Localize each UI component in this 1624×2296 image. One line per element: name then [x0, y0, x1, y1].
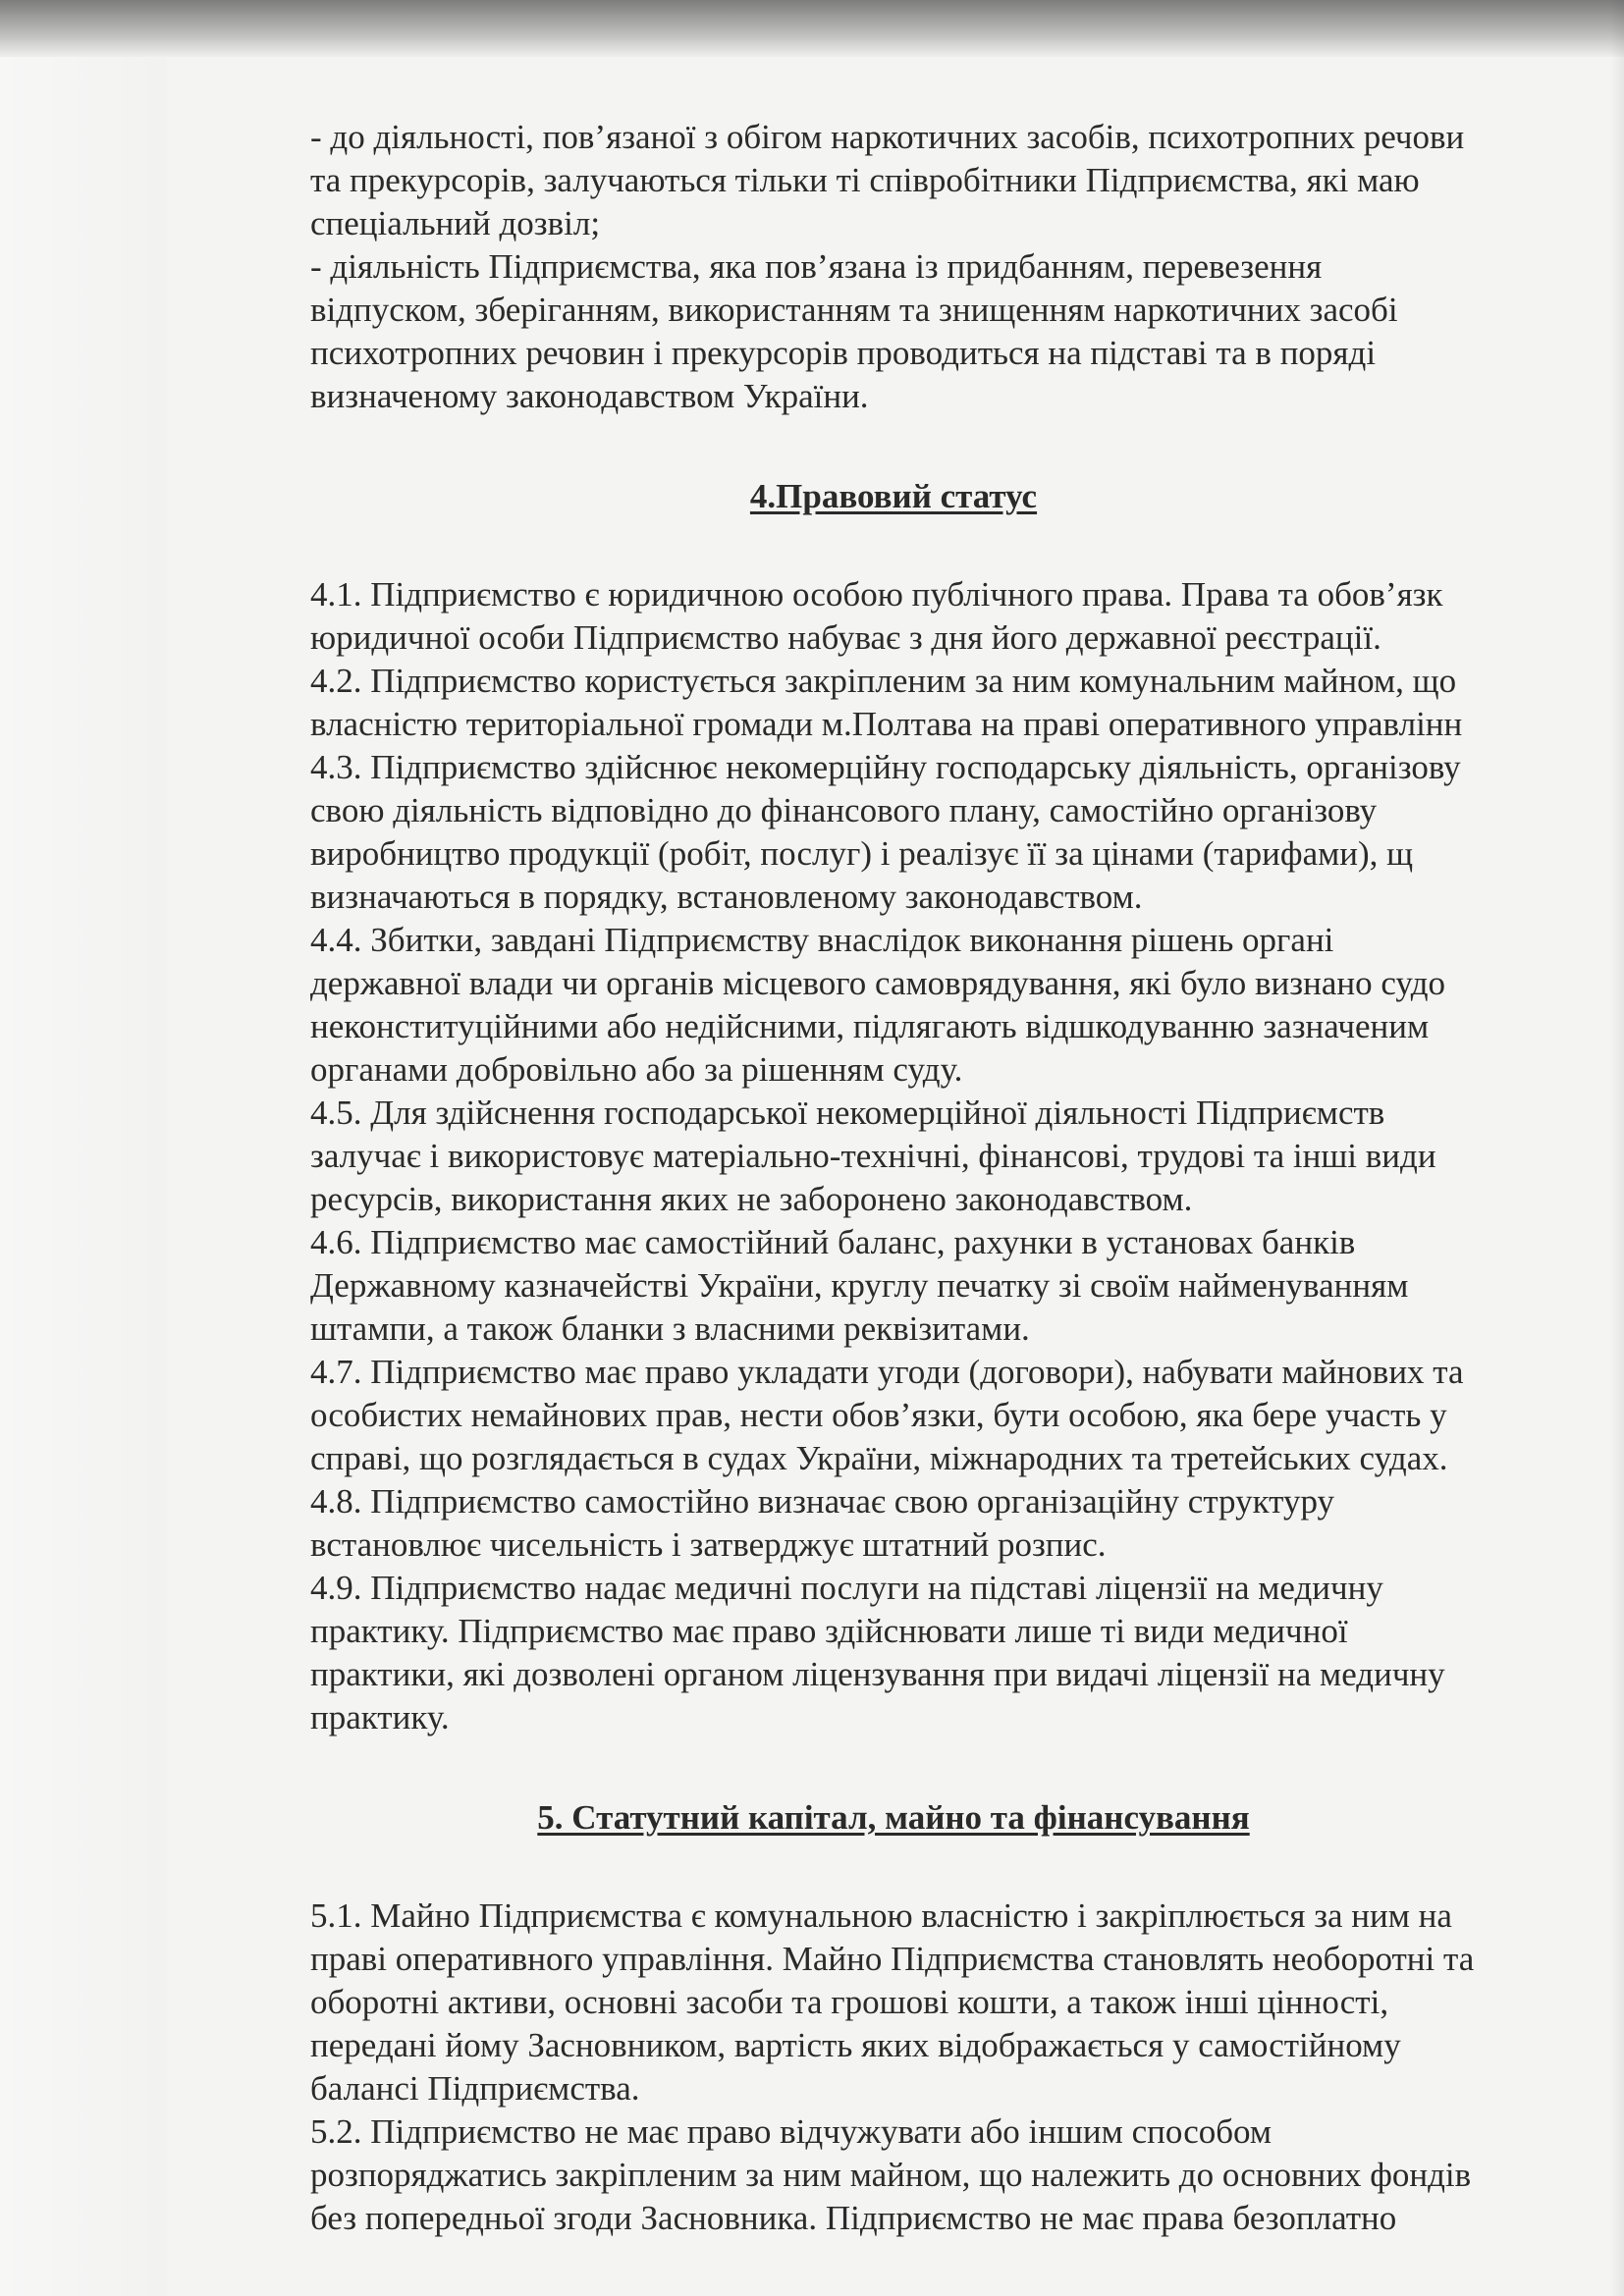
- text-line: практику. Підприємство має право здійснювати лише ті види медичної: [310, 1612, 1348, 1650]
- text-line: 4.8. Підприємство самостійно визначає свою організаційну структуру: [310, 1482, 1334, 1521]
- text-line: праві оперативного управління. Майно Підприємства становлять необоротні та: [310, 1940, 1475, 1978]
- text-line: штампи, а також бланки з власними реквізитами.: [310, 1309, 1030, 1348]
- intro-section: [310, 116, 1624, 418]
- text-line: 4.4. Збитки, завдані Підприємству внаслідок виконання рішень органі: [310, 921, 1334, 959]
- text-line: 4.6. Підприємство має самостійний баланс, рахунки в установах банків: [310, 1223, 1356, 1261]
- text-line: особистих немайнових прав, нести обов’язки, бути особою, яка бере участь у: [310, 1396, 1447, 1434]
- text-line: відпуском, зберіганням, використанням та знищенням наркотичних засобі: [310, 291, 1398, 329]
- text-line: оборотні активи, основні засоби та грошові кошти, а також інші цінності,: [310, 1983, 1389, 2021]
- paragraph: [310, 116, 1624, 245]
- text-line: та прекурсорів, залучаються тільки ті співробітники Підприємства, які маю: [310, 161, 1420, 199]
- text-line: передані йому Засновником, вартість яких відображається у самостійному: [310, 2026, 1401, 2064]
- text-line: органами добровільно або за рішенням суду.: [310, 1050, 963, 1089]
- text-line: - діяльність Підприємства, яка пов’язана із придбанням, перевезення: [310, 247, 1323, 286]
- text-line: визначеному законодавством України.: [310, 377, 869, 415]
- paragraph: [310, 746, 1624, 919]
- section-4-body: [310, 573, 1624, 1739]
- text-line: 4.2. Підприємство користується закріпленим за ним комунальним майном, що: [310, 662, 1457, 700]
- paragraph: [310, 1221, 1624, 1351]
- text-line: юридичної особи Підприємство набуває з дня його державної реєстрації.: [310, 618, 1381, 657]
- text-line: виробництво продукції (робіт, послуг) і реалізує її за цінами (тарифами), щ: [310, 834, 1414, 873]
- text-line: 5.2. Підприємство не має право відчужувати або іншим способом: [310, 2112, 1272, 2151]
- text-line: практики, які дозволені органом ліцензування при видачі ліцензії на медичну: [310, 1655, 1445, 1693]
- text-line: 4.7. Підприємство має право укладати угоди (договори), набувати майнових та: [310, 1353, 1464, 1391]
- paragraph: [310, 1351, 1624, 1480]
- text-line: спеціальний дозвіл;: [310, 204, 601, 242]
- text-line: неконституційними або недійсними, підлягають відшкодуванню зазначеним: [310, 1007, 1430, 1045]
- document-body: [310, 116, 1624, 2296]
- section-5-heading: 5. Статутний капітал, майно та фінансування: [537, 1798, 1250, 1837]
- scan-margin: [0, 0, 167, 2296]
- text-line: Державному казначействі України, круглу печатку зі своїм найменуванням: [310, 1266, 1409, 1305]
- spacer: [310, 1739, 1624, 1796]
- text-line: без попередньої згоди Засновника. Підприємство не має права безоплатно: [310, 2199, 1397, 2237]
- text-line: визначаються в порядку, встановленому законодавством.: [310, 878, 1143, 916]
- paragraph: [310, 245, 1624, 418]
- text-line: 4.9. Підприємство надає медичні послуги на підставі ліцензії на медичну: [310, 1569, 1383, 1607]
- paragraph: [310, 2110, 1624, 2240]
- text-line: свою діяльність відповідно до фінансового плану, самостійно організову: [310, 791, 1378, 829]
- text-line: 4.5. Для здійснення господарської некомерційної діяльності Підприємств: [310, 1094, 1385, 1132]
- paragraph: [310, 573, 1624, 660]
- text-line: 4.1. Підприємство є юридичною особою публічного права. Права та обов’язк: [310, 575, 1443, 614]
- text-line: балансі Підприємства.: [310, 2069, 640, 2108]
- paragraph: [310, 1895, 1624, 2110]
- text-line: державної влади чи органів місцевого самоврядування, які було визнано судо: [310, 964, 1446, 1002]
- text-line: 4.3. Підприємство здійснює некомерційну господарську діяльність, організову: [310, 748, 1461, 786]
- text-line: справі, що розглядається в судах України, міжнародних та третейських судах.: [310, 1439, 1448, 1477]
- text-line: встановлює чисельність і затверджує штатний розпис.: [310, 1525, 1107, 1564]
- text-line: практику.: [310, 1698, 450, 1736]
- paragraph: [310, 1092, 1624, 1221]
- text-line: ресурсів, використання яких не заборонено законодавством.: [310, 1180, 1193, 1218]
- section-4-heading: 4.Правовий статус: [749, 477, 1038, 515]
- text-line: залучає і використовує матеріально-технічні, фінансові, трудові та інші види: [310, 1137, 1436, 1175]
- text-line: власністю територіальної громади м.Полтава на праві оперативного управлінн: [310, 705, 1463, 743]
- paragraph: [310, 1567, 1624, 1739]
- paragraph: [310, 919, 1624, 1092]
- text-line: 5.1. Майно Підприємства є комунальною власністю і закріплюється за ним на: [310, 1896, 1452, 1935]
- section-5-body: [310, 1895, 1624, 2240]
- scan-top-edge: [0, 0, 1624, 57]
- spacer: [310, 418, 1624, 475]
- text-line: розпоряджатись закріпленим за ним майном, що належить до основних фондів: [310, 2156, 1472, 2194]
- paragraph: [310, 1480, 1624, 1567]
- paragraph: [310, 660, 1624, 746]
- text-line: - до діяльності, пов’язаної з обігом наркотичних засобів, психотропних речови: [310, 118, 1465, 156]
- text-line: психотропних речовин і прекурсорів проводиться на підставі та в поряді: [310, 334, 1377, 372]
